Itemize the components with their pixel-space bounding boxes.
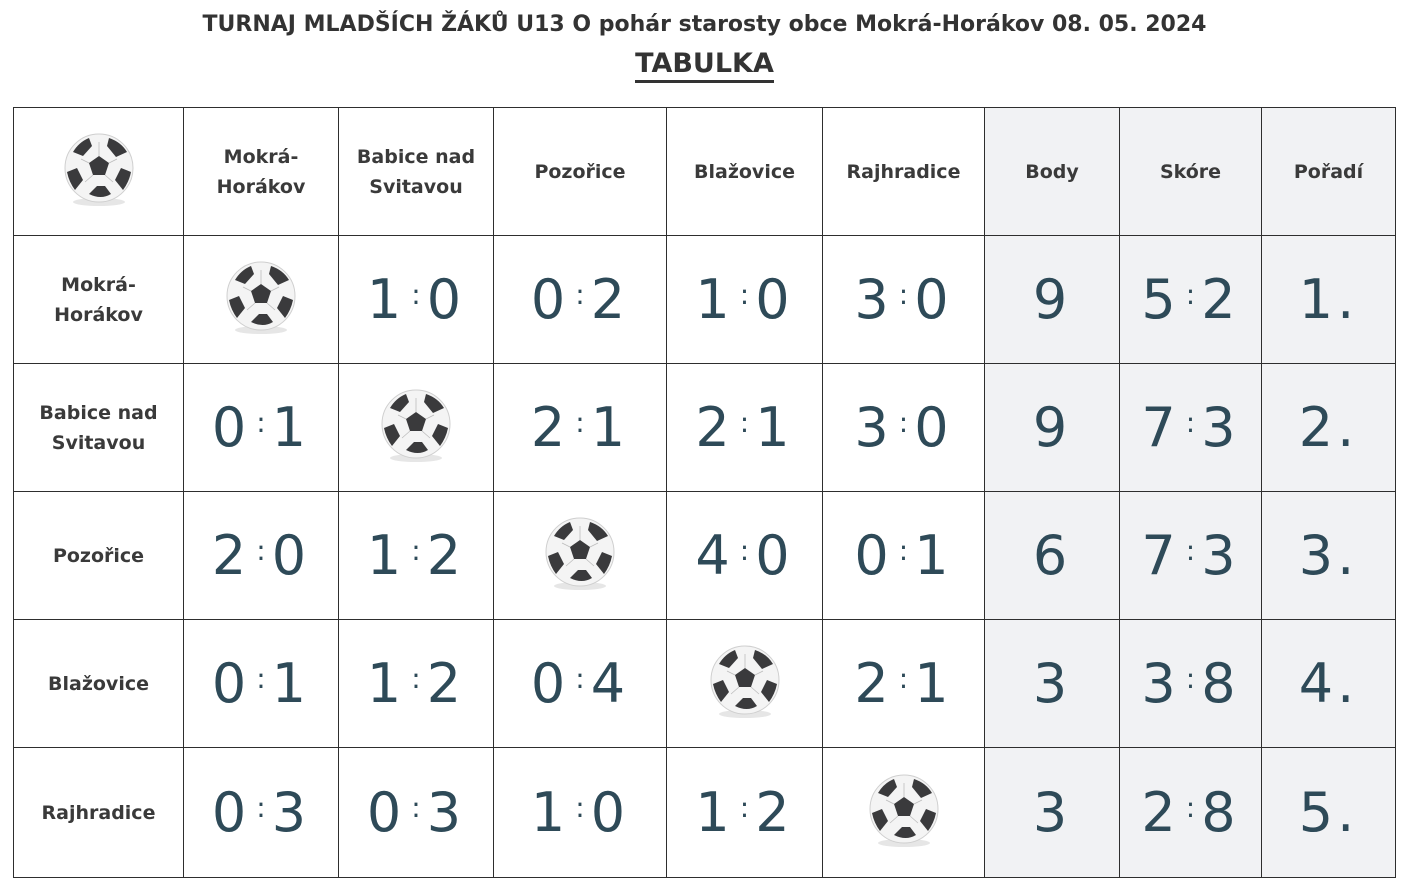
label-line: Blažovice (48, 672, 149, 695)
score-cell (1120, 236, 1262, 364)
total-score (1141, 396, 1239, 459)
label-line: Babice nad (356, 145, 476, 168)
page-subtitle (0, 48, 1409, 79)
points-value: 9 (1032, 268, 1072, 331)
points-cell (985, 748, 1120, 878)
match-result-cell (667, 364, 823, 492)
label-line: Blažovice (694, 160, 795, 183)
home-goals: 7 (1141, 524, 1180, 587)
points-cell (985, 364, 1120, 492)
away-goals: 8 (1201, 652, 1240, 715)
rank-cell (1262, 620, 1396, 748)
away-goals: 2 (590, 268, 630, 331)
score-separator: : (411, 662, 421, 695)
home-goals: 2 (211, 524, 251, 587)
match-score (212, 652, 310, 715)
page-title: TURNAJ MLADŠÍCH ŽÁKŮ U13 O pohár starosty obce Mokrá-Horákov 08. 05. 2024 (202, 12, 1207, 37)
match-result-cell (339, 236, 494, 364)
column-header-team (667, 108, 823, 236)
home-goals: 1 (366, 652, 406, 715)
home-goals: 2 (530, 396, 570, 459)
rank-cell (1262, 236, 1396, 364)
row-header-team (14, 364, 184, 492)
home-goals: 0 (211, 781, 251, 844)
column-header-points-label: Body (1025, 160, 1079, 183)
away-goals: 1 (755, 396, 794, 459)
home-goals: 0 (211, 396, 251, 459)
label-line: Babice nad (39, 401, 158, 424)
row-header-label (14, 398, 183, 458)
soccer-ball-icon (221, 258, 301, 338)
match-score (367, 652, 465, 715)
table-row (14, 748, 1396, 878)
soccer-ball-icon (705, 642, 785, 722)
points-value: 6 (1032, 524, 1072, 587)
column-header-label (667, 157, 822, 187)
away-goals: 3 (271, 781, 311, 844)
home-goals: 3 (1141, 652, 1180, 715)
match-score (367, 524, 465, 587)
corner-cell (14, 108, 184, 236)
column-header-team (823, 108, 985, 236)
rank-cell (1262, 364, 1396, 492)
score-separator: : (411, 791, 421, 824)
home-goals: 2 (854, 652, 893, 715)
match-score (854, 396, 952, 459)
total-score (1141, 652, 1239, 715)
match-result-cell (494, 620, 667, 748)
match-score (854, 268, 952, 331)
total-score (1141, 268, 1239, 331)
rank-value: 1. (1298, 268, 1359, 331)
match-score (695, 268, 793, 331)
column-header-team (339, 108, 494, 236)
diagonal-cell (823, 748, 985, 878)
column-header-label (184, 142, 338, 202)
row-header-team (14, 236, 184, 364)
home-goals: 1 (695, 781, 734, 844)
score-separator: : (1185, 278, 1196, 311)
match-result-cell (494, 364, 667, 492)
row-header-team (14, 620, 184, 748)
match-result-cell (494, 236, 667, 364)
score-separator: : (739, 278, 750, 311)
points-value: 9 (1032, 396, 1072, 459)
match-score (695, 781, 793, 844)
rank-cell (1262, 748, 1396, 878)
points-cell (985, 492, 1120, 620)
table-row (14, 364, 1396, 492)
rank-value: 3. (1298, 524, 1359, 587)
column-header-rank (1262, 108, 1396, 236)
score-separator: : (575, 406, 585, 439)
table-row (14, 620, 1396, 748)
subtitle-text: TABULKA (635, 48, 774, 83)
away-goals: 1 (271, 652, 311, 715)
score-separator: : (739, 534, 750, 567)
score-separator: : (256, 406, 266, 439)
total-score (1141, 781, 1239, 844)
diagonal-cell (339, 364, 494, 492)
header-row (14, 108, 1396, 236)
match-score (367, 781, 465, 844)
diagonal-cell (184, 236, 339, 364)
match-result-cell (823, 492, 985, 620)
match-score (531, 268, 629, 331)
score-separator: : (898, 534, 909, 567)
away-goals: 3 (1201, 396, 1240, 459)
away-goals: 0 (755, 268, 794, 331)
score-separator: : (1185, 406, 1196, 439)
away-goals: 2 (755, 781, 794, 844)
away-goals: 8 (1201, 781, 1240, 844)
column-header-team (494, 108, 667, 236)
label-line: Svitavou (51, 431, 146, 454)
table-row (14, 492, 1396, 620)
score-cell (1120, 364, 1262, 492)
label-line: Horákov (216, 175, 306, 198)
home-goals: 3 (854, 396, 893, 459)
home-goals: 5 (1141, 268, 1180, 331)
match-score (367, 268, 465, 331)
match-score (212, 396, 310, 459)
match-score (695, 396, 793, 459)
score-separator: : (1185, 662, 1196, 695)
match-score (531, 652, 629, 715)
home-goals: 0 (530, 652, 570, 715)
score-separator: : (575, 278, 585, 311)
away-goals: 1 (914, 652, 953, 715)
away-goals: 3 (1201, 524, 1240, 587)
soccer-ball-icon (59, 130, 139, 210)
row-header-team (14, 492, 184, 620)
rank-value: 2. (1298, 396, 1359, 459)
home-goals: 2 (695, 396, 734, 459)
score-separator: : (411, 278, 421, 311)
match-result-cell (667, 492, 823, 620)
score-separator: : (739, 791, 750, 824)
home-goals: 7 (1141, 396, 1180, 459)
score-cell (1120, 748, 1262, 878)
away-goals: 1 (914, 524, 953, 587)
column-header-score (1120, 108, 1262, 236)
match-result-cell (184, 748, 339, 878)
home-goals: 2 (1141, 781, 1180, 844)
score-separator: : (575, 791, 585, 824)
score-separator: : (575, 662, 585, 695)
rank-value: 5. (1298, 781, 1359, 844)
away-goals: 1 (271, 396, 311, 459)
away-goals: 2 (426, 524, 466, 587)
column-header-points (985, 108, 1120, 236)
home-goals: 4 (695, 524, 734, 587)
points-cell (985, 236, 1120, 364)
row-header-label (14, 541, 183, 571)
score-separator: : (898, 662, 909, 695)
away-goals: 2 (426, 652, 466, 715)
label-line: Rajhradice (41, 801, 156, 824)
rank-value: 4. (1298, 652, 1359, 715)
away-goals: 0 (914, 268, 953, 331)
away-goals: 1 (590, 396, 630, 459)
home-goals: 1 (366, 268, 406, 331)
match-result-cell (339, 492, 494, 620)
home-goals: 0 (211, 652, 251, 715)
match-result-cell (823, 236, 985, 364)
results-table-body (14, 108, 1396, 878)
column-header-team (184, 108, 339, 236)
score-separator: : (898, 406, 909, 439)
match-score (531, 396, 629, 459)
row-header-label (14, 669, 183, 699)
match-score (212, 524, 310, 587)
score-separator: : (411, 534, 421, 567)
home-goals: 1 (530, 781, 570, 844)
home-goals: 3 (854, 268, 893, 331)
score-separator: : (256, 791, 266, 824)
match-result-cell (184, 492, 339, 620)
score-separator: : (898, 278, 909, 311)
match-score (212, 781, 310, 844)
column-header-label (339, 142, 493, 202)
row-header-label (14, 270, 183, 330)
label-line: Rajhradice (846, 160, 961, 183)
score-separator: : (739, 406, 750, 439)
diagonal-cell (494, 492, 667, 620)
home-goals: 0 (530, 268, 570, 331)
soccer-ball-icon (540, 514, 620, 594)
match-result-cell (667, 748, 823, 878)
away-goals: 4 (590, 652, 630, 715)
rank-cell (1262, 492, 1396, 620)
match-score (531, 781, 629, 844)
soccer-ball-icon (864, 771, 944, 851)
away-goals: 0 (271, 524, 311, 587)
match-score (854, 652, 952, 715)
diagonal-cell (667, 620, 823, 748)
score-cell (1120, 492, 1262, 620)
match-score (695, 524, 793, 587)
match-result-cell (667, 236, 823, 364)
match-result-cell (339, 620, 494, 748)
column-header-rank-label: Pořadí (1293, 160, 1364, 183)
home-goals: 1 (695, 268, 734, 331)
away-goals: 0 (426, 268, 466, 331)
away-goals: 3 (426, 781, 466, 844)
row-header-label (14, 798, 183, 828)
match-score (854, 524, 952, 587)
points-value: 3 (1032, 652, 1072, 715)
score-cell (1120, 620, 1262, 748)
away-goals: 0 (755, 524, 794, 587)
score-separator: : (256, 662, 266, 695)
home-goals: 0 (366, 781, 406, 844)
match-result-cell (823, 364, 985, 492)
column-header-label (823, 157, 984, 187)
score-separator: : (256, 534, 266, 567)
away-goals: 0 (590, 781, 630, 844)
match-result-cell (494, 748, 667, 878)
match-result-cell (823, 620, 985, 748)
away-goals: 2 (1201, 268, 1240, 331)
label-line: Horákov (54, 303, 143, 326)
match-result-cell (184, 620, 339, 748)
score-separator: : (1185, 791, 1196, 824)
match-result-cell (184, 364, 339, 492)
table-row (14, 236, 1396, 364)
away-goals: 0 (914, 396, 953, 459)
label-line: Pozořice (52, 544, 145, 567)
home-goals: 0 (854, 524, 893, 587)
home-goals: 1 (366, 524, 406, 587)
row-header-team (14, 748, 184, 878)
score-separator: : (1185, 534, 1196, 567)
soccer-ball-icon (376, 386, 456, 466)
column-header-score-label: Skóre (1159, 160, 1222, 183)
points-cell (985, 620, 1120, 748)
total-score (1141, 524, 1239, 587)
label-line: Mokrá- (61, 273, 136, 296)
points-value: 3 (1032, 781, 1072, 844)
label-line: Svitavou (369, 175, 463, 198)
label-line: Mokrá- (223, 145, 299, 168)
results-table (13, 107, 1396, 878)
column-header-label (494, 157, 666, 187)
label-line: Pozořice (534, 160, 626, 183)
match-result-cell (339, 748, 494, 878)
